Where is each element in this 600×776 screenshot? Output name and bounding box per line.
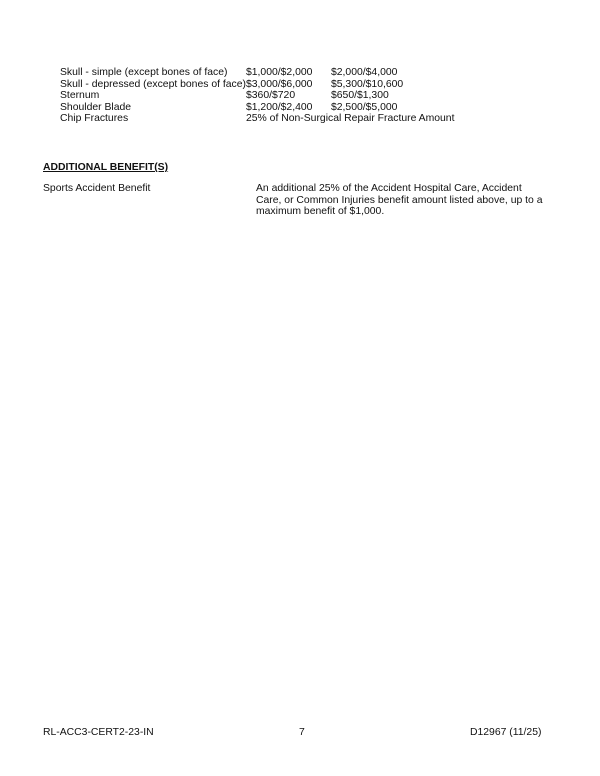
fracture-amount-high: $2,500/$5,000 xyxy=(330,101,398,113)
benefit-description: An additional 25% of the Accident Hospital Care, Accident Care, or Common Injuries benefit amount listed above, up to a maximum benefit of $1,000. xyxy=(256,183,543,218)
benefit-name: Sports Accident Benefit xyxy=(43,183,151,194)
table-row xyxy=(60,79,461,91)
fracture-name: Skull - simple (except bones of face) xyxy=(60,67,228,78)
page-number: 7 xyxy=(299,727,305,738)
fracture-amount-high: $650/$1,300 xyxy=(330,90,389,102)
fracture-amount-low: $360/$720 xyxy=(245,90,296,102)
fracture-amount-high: $2,000/$4,000 xyxy=(330,67,398,78)
fracture-name: Sternum xyxy=(60,90,100,102)
fracture-amount-low: $1,000/$2,000 xyxy=(245,67,313,78)
additional-benefits-heading: ADDITIONAL BENEFIT(S) xyxy=(43,162,169,173)
fracture-benefit-table xyxy=(60,67,461,125)
form-code: RL-ACC3-CERT2-23-IN xyxy=(43,727,154,738)
fracture-amount-low: $3,000/$6,000 xyxy=(245,78,313,90)
table-row xyxy=(60,102,461,114)
fracture-name: Shoulder Blade xyxy=(60,101,132,113)
table-row xyxy=(60,113,461,125)
document-id: D12967 (11/25) xyxy=(470,727,542,738)
fracture-name: Skull - depressed (except bones of face) xyxy=(60,78,246,90)
fracture-amount-high: $5,300/$10,600 xyxy=(330,78,404,90)
fracture-amount-low: $1,200/$2,400 xyxy=(245,101,313,113)
fracture-amount-note: 25% of Non-Surgical Repair Fracture Amount xyxy=(245,113,455,125)
table-row xyxy=(60,67,461,79)
table-row xyxy=(60,90,461,102)
fracture-name: Chip Fractures xyxy=(60,113,129,125)
